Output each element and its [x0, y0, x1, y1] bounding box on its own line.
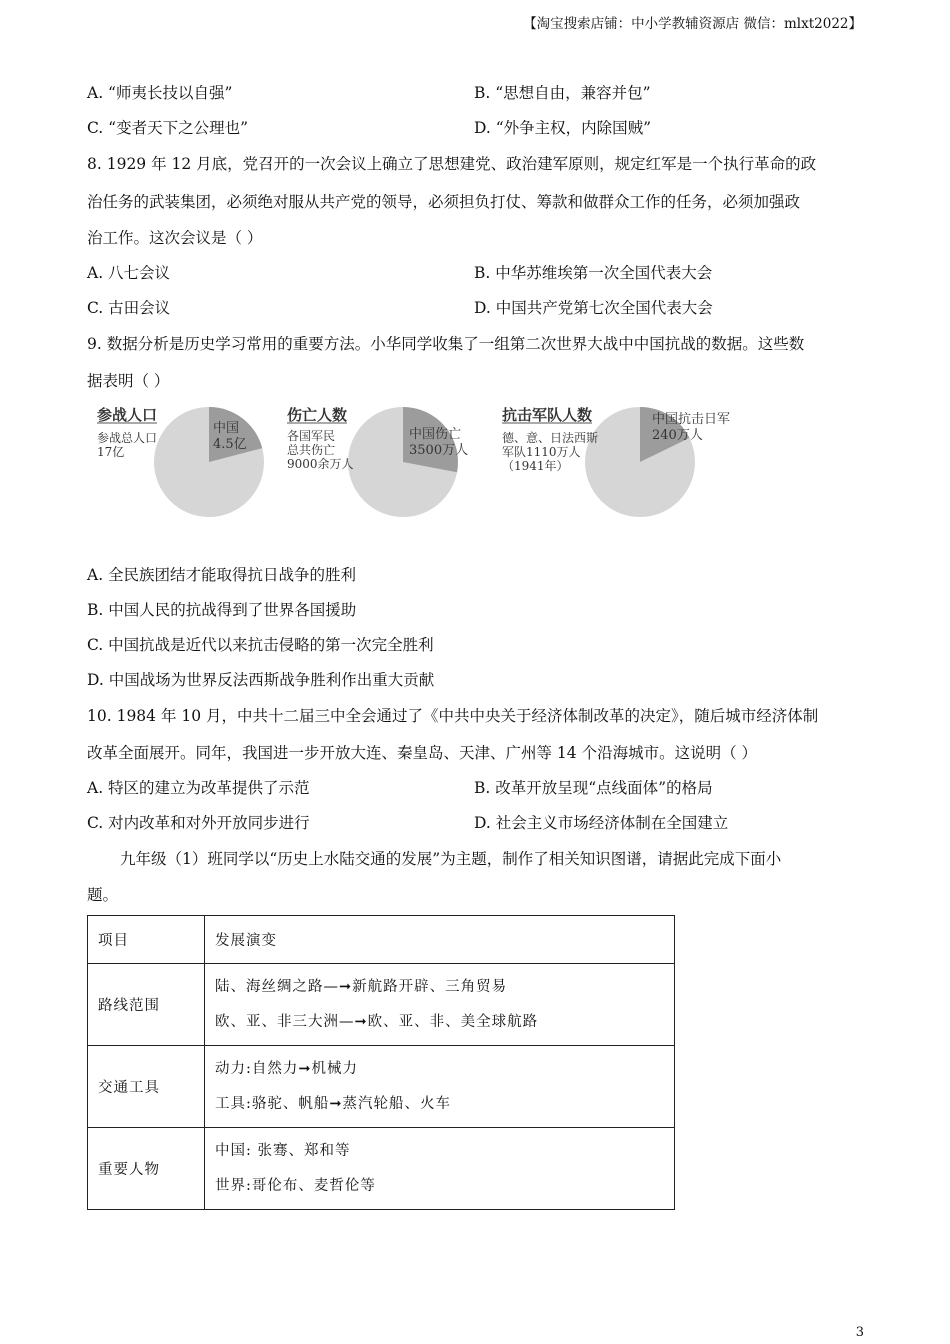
- table-intro-line: 题。: [87, 886, 119, 904]
- q10-stem-line: 10. 1984 年 10 月，中共十二届三中全会通过了《中共中央关于经济体制改革的决定》，随后城市经济体制: [87, 707, 819, 725]
- q9-option-d[interactable]: D. 中国战场为世界反法西斯战争胜利作出重大贡献: [87, 671, 435, 689]
- q9-option-b[interactable]: B. 中国人民的抗战得到了世界各国援助: [87, 601, 357, 619]
- pie-label-china: 240万人: [652, 428, 703, 443]
- q7-option-d[interactable]: D. “外争主权，内除国贼”: [474, 119, 652, 137]
- q9-option-a[interactable]: A. 全民族团结才能取得抗日战争的胜利: [87, 566, 357, 584]
- q7-option-a[interactable]: A. “师夷长技以自强”: [87, 84, 233, 102]
- pie-title: 参战人口: [97, 406, 158, 424]
- pie-label-china: 4.5亿: [213, 437, 247, 452]
- table-row-item: 路线范围: [88, 964, 205, 1046]
- pie-title: 伤亡人数: [287, 406, 348, 424]
- table-row-item: 重要人物: [88, 1128, 205, 1210]
- table-row-line: 陆、海丝绸之路—➞新航路开辟、三角贸易: [215, 978, 508, 995]
- pie-label-china: 3500万人: [409, 443, 469, 458]
- q10-option-b[interactable]: B. 改革开放呈现“点线面体”的格局: [474, 779, 713, 797]
- q8-stem-line: 治任务的武装集团，必须绝对服从共产党的领导，必须担负打仗、筹款和做群众工作的任务，必须加强政: [87, 193, 801, 211]
- table-header-row: [88, 916, 675, 964]
- page-number: 3: [855, 1325, 864, 1340]
- q8-option-c[interactable]: C. 古田会议: [87, 299, 171, 317]
- q8-option-a[interactable]: A. 八七会议: [87, 264, 171, 282]
- q10-option-d[interactable]: D. 社会主义市场经济体制在全国建立: [474, 814, 729, 832]
- pie-label-world: 各国军民: [287, 429, 336, 443]
- pie-label-world: 参战总人口: [97, 431, 158, 445]
- q8-stem-line: 治工作。这次会议是（ ）: [87, 229, 263, 247]
- q8-stem-line: 8. 1929 年 12 月底，党召开的一次会议上确立了思想建党、政治建军原则，规定红军是一个执行革命的政: [87, 155, 817, 173]
- q9-stem-line: 9. 数据分析是历史学习常用的重要方法。小华同学收集了一组第二次世界大战中中国抗战的数据。这些数: [87, 335, 805, 353]
- q8-option-b[interactable]: B. 中华苏维埃第一次全国代表大会: [474, 264, 713, 282]
- q10-stem-line: 改革全面展开。同年，我国进一步开放大连、秦皇岛、天津、广州等 14 个沿海城市。这说明（ ）: [87, 744, 758, 762]
- pie-label-world: 总共伤亡: [287, 443, 336, 457]
- table-row-line: 世界:哥伦布、麦哲伦等: [215, 1177, 376, 1194]
- table-row: [88, 1046, 675, 1128]
- pie-label-world: 德、意、日法西斯: [502, 431, 599, 445]
- q7-option-c[interactable]: C. “变者天下之公理也”: [87, 119, 249, 137]
- table-row-line: 工具:骆驼、帆船➞蒸汽轮船、火车: [215, 1095, 452, 1112]
- q8-option-d[interactable]: D. 中国共产党第七次全国代表大会: [474, 299, 713, 317]
- table-row-line: 动力:自然力➞机械力: [215, 1060, 359, 1077]
- pie-label-world: 9000余万人: [287, 457, 354, 471]
- table-row-line: 欧、亚、非三大洲—➞欧、亚、非、美全球航路: [215, 1013, 539, 1030]
- table-header-item: 项目: [88, 916, 205, 964]
- q10-option-c[interactable]: C. 对内改革和对外开放同步进行: [87, 814, 310, 832]
- pie-label-world: （1941年）: [502, 459, 569, 473]
- pie-label-china: 中国伤亡: [409, 427, 462, 442]
- pie-label-world: 军队1110万人: [502, 445, 581, 459]
- war-data-pie-charts: [87, 402, 767, 527]
- pie-title: 抗击军队人数: [502, 406, 593, 424]
- q9-option-c[interactable]: C. 中国抗战是近代以来抗击侵略的第一次完全胜利: [87, 636, 434, 654]
- pie-label-china: 中国抗击日军: [652, 412, 731, 427]
- table-row-line: 中国: 张骞、郑和等: [215, 1142, 351, 1159]
- table-intro-line: 九年级（1）班同学以“历史上水陆交通的发展”为主题，制作了相关知识图谱，请据此完成下面小: [120, 850, 782, 868]
- table-row: [88, 1128, 675, 1210]
- page-header: 【淘宝搜索店铺：中小学教辅资源店 微信：mlxt2022】: [523, 16, 862, 32]
- q7-option-b[interactable]: B. “思想自由，兼容并包”: [474, 84, 651, 102]
- table-row-content: [205, 1046, 675, 1128]
- table-row-content: [205, 964, 675, 1046]
- table-header-development: 发展演变: [205, 916, 675, 964]
- pie-label-china: 中国: [213, 421, 240, 436]
- knowledge-map-table: [87, 915, 675, 1210]
- table-row: [88, 964, 675, 1046]
- q10-option-a[interactable]: A. 特区的建立为改革提供了示范: [87, 779, 310, 797]
- pie-label-world: 17亿: [97, 445, 125, 459]
- q9-stem-line: 据表明（ ）: [87, 372, 170, 390]
- table-row-content: [205, 1128, 675, 1210]
- table-row-item: 交通工具: [88, 1046, 205, 1128]
